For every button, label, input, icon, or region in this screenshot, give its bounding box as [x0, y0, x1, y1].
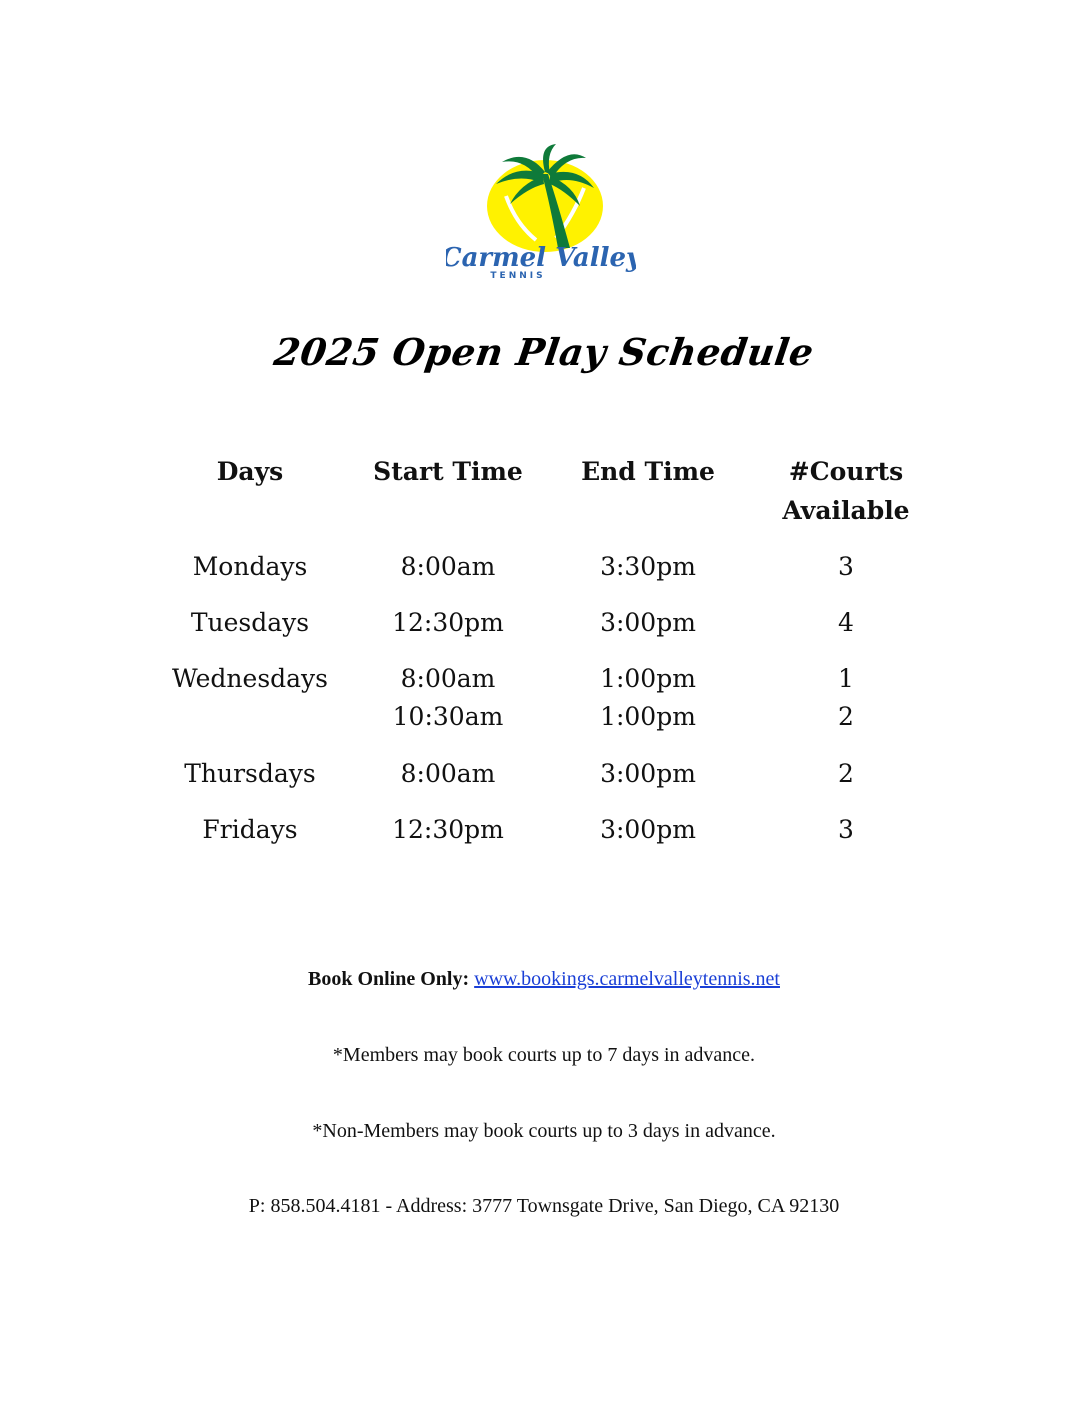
header-courts — [746, 452, 946, 530]
page-title: 2025 Open Play Schedule — [271, 330, 817, 374]
header-courts-line1: #Courts — [788, 457, 904, 486]
cell-courts: 2 — [838, 702, 854, 731]
cell-day: Mondays — [192, 552, 308, 581]
cell-start: 10:30am — [392, 702, 504, 731]
cell-start: 12:30pm — [392, 608, 504, 637]
book-online-label: Book Online Only: — [307, 968, 470, 990]
contact-info: P: 858.504.4181 - Address: 3777 Townsgate Drive, San Diego, CA 92130 — [248, 1195, 840, 1217]
header-courts-line2: Available — [782, 496, 910, 525]
cell-end: 3:00pm — [600, 759, 696, 788]
cell-start: 8:00am — [400, 664, 496, 693]
cell-end: 3:00pm — [600, 815, 696, 844]
header-start-time: Start Time — [373, 457, 523, 486]
logo-brand-text: Carmel Valley — [446, 243, 636, 273]
logo-sub-text: TENNIS — [490, 271, 546, 281]
cell-day: Wednesdays — [171, 664, 329, 693]
cell-day: Fridays — [202, 815, 298, 844]
cell-end: 3:00pm — [600, 608, 696, 637]
cell-end: 1:00pm — [600, 664, 696, 693]
cell-day: Thursdays — [184, 759, 316, 788]
members-note: *Members may book courts up to 7 days in advance. — [332, 1044, 756, 1066]
booking-link[interactable]: www.bookings.carmelvalleytennis.net — [474, 968, 780, 990]
carmel-valley-tennis-logo — [446, 144, 636, 284]
palm-tree-sun-icon — [446, 144, 636, 284]
cell-courts: 1 — [838, 664, 854, 693]
header-end-time: End Time — [581, 457, 715, 486]
cell-start: 8:00am — [400, 552, 496, 581]
cell-courts: 3 — [838, 552, 854, 581]
cell-courts: 4 — [838, 608, 854, 637]
cell-start: 12:30pm — [392, 815, 504, 844]
cell-end: 1:00pm — [600, 702, 696, 731]
booking-line — [0, 968, 1088, 991]
cell-courts: 2 — [838, 759, 854, 788]
cell-day: Tuesdays — [190, 608, 310, 637]
header-days: Days — [216, 457, 284, 486]
cell-start: 8:00am — [400, 759, 496, 788]
cell-courts: 3 — [838, 815, 854, 844]
cell-end: 3:30pm — [600, 552, 696, 581]
nonmembers-note: *Non-Members may book courts up to 3 days in advance. — [312, 1120, 776, 1142]
